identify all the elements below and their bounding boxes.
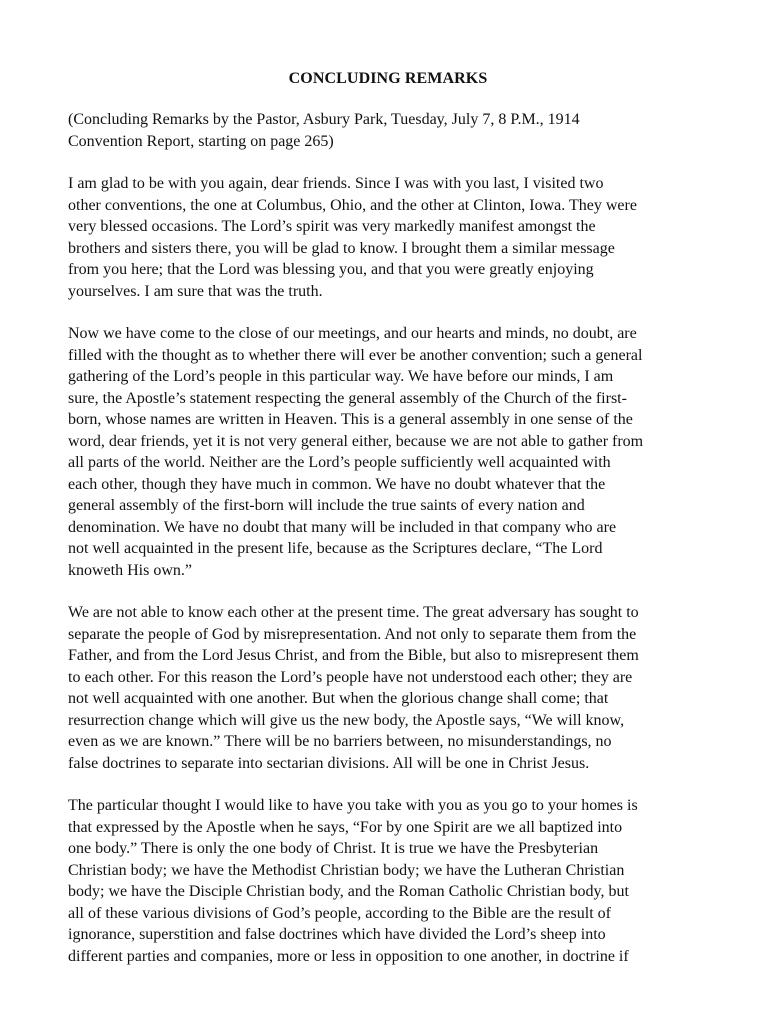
text-line: other conventions, the one at Columbus, Ohio, and the other at Clinton, Iowa. They were — [68, 196, 637, 214]
document-body — [68, 109, 708, 967]
text-line: yourselves. I am sure that was the truth. — [68, 282, 323, 300]
text-line: word, dear friends, yet it is not very general either, because we are not able to gather from — [68, 432, 644, 450]
text-line: all parts of the world. Neither are the Lord’s people sufficiently well acquainted with — [68, 454, 611, 471]
text-line: resurrection change which will give us the new body, the Apostle says, “We will know, — [68, 711, 625, 729]
text-line: very blessed occasions. The Lord’s spirit was very markedly manifest amongst the — [68, 218, 596, 235]
text-line: not well acquainted in the present life, because as the Scriptures declare, “The Lord — [68, 540, 603, 557]
text-line: ignorance, superstition and false doctrines which have divided the Lord’s sheep into — [68, 926, 606, 943]
text-line: to each other. For this reason the Lord’s people have not understood each other; they are — [68, 668, 633, 686]
text-line: Christian body; we have the Methodist Christian body; we have the Lutheran Christian — [68, 861, 625, 879]
text-line: brothers and sisters there, you will be glad to know. I brought them a similar message — [68, 239, 615, 257]
paragraph — [68, 323, 708, 581]
text-line: false doctrines to separate into sectarian divisions. All will be one in Christ Jesus. — [68, 754, 590, 772]
text-line: even as we are known.” There will be no barriers between, no misunderstandings, no — [68, 733, 612, 750]
text-line: body; we have the Disciple Christian body, and the Roman Catholic Christian body, but — [68, 883, 629, 900]
text-line: Convention Report, starting on page 265) — [68, 132, 334, 150]
text-line: born, whose names are written in Heaven. This is a general assembly in one sense of the — [68, 411, 633, 428]
text-line: I am glad to be with you again, dear friends. Since I was with you last, I visited two — [68, 175, 604, 192]
paragraph — [68, 109, 708, 152]
text-line: gathering of the Lord’s people in this particular way. We have before our minds, I am — [68, 368, 614, 385]
text-line: Now we have come to the close of our meetings, and our hearts and minds, no doubt, are — [68, 325, 637, 342]
text-line: knoweth His own.” — [68, 561, 192, 579]
text-line: denomination. We have no doubt that many will be included in that company who are — [68, 518, 617, 536]
text-line: We are not able to know each other at the present time. The great adversary has sought to — [68, 604, 639, 621]
text-line: different parties and companies, more or less in opposition to one another, in doctrine if — [68, 947, 629, 965]
text-line: The particular thought I would like to have you take with you as you go to your homes is — [68, 797, 638, 814]
text-line: filled with the thought as to whether there will ever be another convention; such a general — [68, 346, 643, 364]
paragraph — [68, 173, 708, 302]
text-line: from you here; that the Lord was blessing you, and that you were greatly enjoying — [68, 261, 594, 278]
text-line: sure, the Apostle’s statement respecting the general assembly of the Church of the first- — [68, 389, 627, 407]
paragraph — [68, 602, 708, 774]
text-line: not well acquainted with one another. But when the glorious change shall come; that — [68, 690, 609, 707]
document-title: CONCLUDING REMARKS — [288, 70, 488, 87]
text-line: that expressed by the Apostle when he says, “For by one Spirit are we all baptized into — [68, 818, 623, 836]
document-page — [68, 64, 708, 988]
text-line: (Concluding Remarks by the Pastor, Asbury Park, Tuesday, July 7, 8 P.M., 1914 — [68, 111, 580, 128]
text-line: one body.” There is only the one body of Christ. It is true we have the Presbyterian — [68, 840, 599, 857]
text-line: separate the people of God by misrepresentation. And not only to separate them from the — [68, 625, 637, 643]
paragraph — [68, 795, 708, 967]
text-line: Father, and from the Lord Jesus Christ, and from the Bible, but also to misrepresent them — [68, 647, 639, 664]
text-line: general assembly of the first-born will include the true saints of every nation and — [68, 497, 585, 514]
text-line: all of these various divisions of God’s people, according to the Bible are the result of — [68, 904, 611, 922]
text-line: each other, though they have much in common. We have no doubt whatever that the — [68, 475, 606, 493]
